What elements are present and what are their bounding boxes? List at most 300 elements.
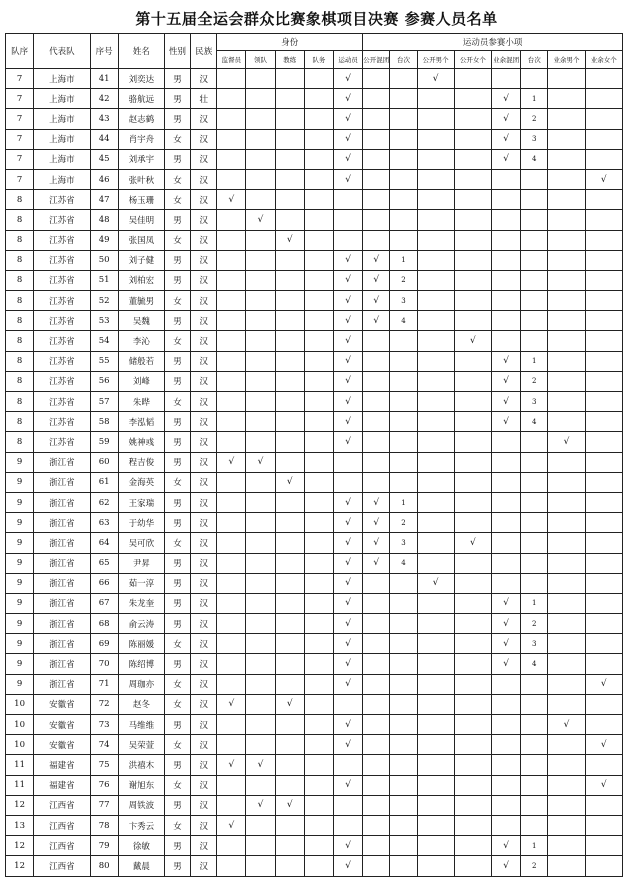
header-gender: 性别 [164, 34, 190, 69]
cell-open-mixed-team [363, 614, 390, 634]
cell-leader [246, 674, 275, 694]
cell-open-mixed-team [363, 856, 390, 876]
cell-open-board [390, 331, 417, 351]
cell-open-board [390, 735, 417, 755]
cell-open-mixed-team [363, 190, 390, 210]
cell-open-mixed-team [363, 210, 390, 230]
cell-amateur-men-individual [548, 634, 585, 654]
cell-team-no: 7 [6, 149, 34, 169]
cell-gender: 女 [164, 735, 190, 755]
cell-ethnicity: 汉 [191, 614, 217, 634]
cell-coach [275, 311, 304, 331]
cell-open-board: 1 [390, 492, 417, 512]
cell-ethnicity: 汉 [191, 755, 217, 775]
cell-ethnicity: 汉 [191, 69, 217, 89]
cell-open-mixed-team [363, 472, 390, 492]
cell-athlete: √ [333, 250, 362, 270]
cell-amateur-women-individual [585, 109, 622, 129]
cell-amateur-mixed-team: √ [492, 634, 521, 654]
cell-supervisor [217, 89, 246, 109]
cell-supervisor [217, 169, 246, 189]
cell-open-women-individual [454, 513, 491, 533]
cell-leader [246, 492, 275, 512]
cell-amateur-mixed-team [492, 190, 521, 210]
cell-ethnicity: 汉 [191, 129, 217, 149]
cell-open-board [390, 371, 417, 391]
cell-open-mixed-team: √ [363, 533, 390, 553]
table-row [6, 795, 623, 815]
cell-staff [304, 129, 333, 149]
cell-amateur-mixed-team [492, 492, 521, 512]
cell-amateur-men-individual [548, 614, 585, 634]
cell-staff [304, 836, 333, 856]
cell-ethnicity: 汉 [191, 432, 217, 452]
cell-team-no: 12 [6, 856, 34, 876]
cell-amateur-board: 3 [521, 392, 548, 412]
cell-amateur-mixed-team [492, 311, 521, 331]
cell-open-board [390, 795, 417, 815]
cell-open-men-individual [417, 392, 454, 412]
cell-athlete: √ [333, 856, 362, 876]
cell-seq: 58 [90, 412, 118, 432]
cell-leader: √ [246, 755, 275, 775]
cell-gender: 女 [164, 694, 190, 714]
cell-leader [246, 129, 275, 149]
header-identity-supervisor: 监督员 [217, 51, 246, 69]
cell-coach [275, 553, 304, 573]
table-row [6, 593, 623, 613]
cell-staff [304, 169, 333, 189]
cell-gender: 男 [164, 573, 190, 593]
cell-amateur-men-individual [548, 472, 585, 492]
cell-open-women-individual [454, 674, 491, 694]
cell-name: 骆航远 [118, 89, 164, 109]
cell-team-no: 9 [6, 492, 34, 512]
cell-seq: 75 [90, 755, 118, 775]
cell-open-mixed-team [363, 573, 390, 593]
cell-coach [275, 149, 304, 169]
cell-team: 江苏省 [34, 392, 90, 412]
cell-team: 浙江省 [34, 614, 90, 634]
cell-seq: 70 [90, 654, 118, 674]
cell-open-men-individual [417, 775, 454, 795]
cell-amateur-men-individual [548, 735, 585, 755]
cell-leader [246, 715, 275, 735]
cell-amateur-women-individual [585, 412, 622, 432]
cell-athlete [333, 210, 362, 230]
cell-staff [304, 775, 333, 795]
cell-team-no: 9 [6, 553, 34, 573]
cell-seq: 64 [90, 533, 118, 553]
cell-team-no: 9 [6, 573, 34, 593]
cell-supervisor [217, 69, 246, 89]
cell-name: 刘子健 [118, 250, 164, 270]
cell-amateur-men-individual [548, 674, 585, 694]
cell-open-men-individual [417, 614, 454, 634]
cell-amateur-women-individual [585, 513, 622, 533]
cell-open-mixed-team [363, 815, 390, 835]
cell-name: 张叶秋 [118, 169, 164, 189]
cell-amateur-mixed-team [492, 674, 521, 694]
cell-ethnicity: 汉 [191, 634, 217, 654]
cell-leader [246, 593, 275, 613]
cell-seq: 59 [90, 432, 118, 452]
cell-athlete: √ [333, 654, 362, 674]
cell-amateur-board [521, 755, 548, 775]
cell-amateur-women-individual [585, 250, 622, 270]
cell-open-board: 4 [390, 311, 417, 331]
cell-staff [304, 472, 333, 492]
cell-athlete [333, 452, 362, 472]
cell-amateur-board [521, 553, 548, 573]
cell-leader [246, 109, 275, 129]
cell-team-no: 11 [6, 775, 34, 795]
cell-amateur-mixed-team [492, 715, 521, 735]
cell-team-no: 10 [6, 735, 34, 755]
cell-team-no: 11 [6, 755, 34, 775]
cell-amateur-men-individual [548, 553, 585, 573]
cell-athlete: √ [333, 291, 362, 311]
cell-open-men-individual [417, 815, 454, 835]
cell-supervisor [217, 513, 246, 533]
cell-ethnicity: 汉 [191, 492, 217, 512]
cell-name: 金海英 [118, 472, 164, 492]
cell-ethnicity: 汉 [191, 836, 217, 856]
cell-amateur-women-individual [585, 472, 622, 492]
cell-team: 上海市 [34, 69, 90, 89]
cell-open-women-individual [454, 412, 491, 432]
cell-amateur-women-individual [585, 351, 622, 371]
cell-athlete: √ [333, 432, 362, 452]
cell-athlete: √ [333, 412, 362, 432]
cell-open-mixed-team [363, 654, 390, 674]
cell-gender: 男 [164, 452, 190, 472]
cell-amateur-women-individual [585, 190, 622, 210]
cell-athlete [333, 795, 362, 815]
header-identity-athlete: 运动员 [333, 51, 362, 69]
cell-amateur-board [521, 533, 548, 553]
cell-amateur-men-individual: √ [548, 432, 585, 452]
cell-name: 洪禧木 [118, 755, 164, 775]
cell-open-board [390, 593, 417, 613]
cell-gender: 男 [164, 836, 190, 856]
cell-team: 福建省 [34, 755, 90, 775]
cell-staff [304, 755, 333, 775]
cell-open-women-individual [454, 694, 491, 714]
cell-seq: 72 [90, 694, 118, 714]
cell-name: 谢旭东 [118, 775, 164, 795]
cell-amateur-board: 4 [521, 412, 548, 432]
cell-gender: 女 [164, 169, 190, 189]
cell-open-board: 2 [390, 513, 417, 533]
cell-seq: 78 [90, 815, 118, 835]
cell-amateur-mixed-team [492, 69, 521, 89]
cell-ethnicity: 汉 [191, 513, 217, 533]
cell-staff [304, 795, 333, 815]
cell-open-board [390, 190, 417, 210]
cell-leader [246, 856, 275, 876]
cell-amateur-men-individual [548, 169, 585, 189]
cell-amateur-mixed-team [492, 169, 521, 189]
cell-athlete: √ [333, 715, 362, 735]
cell-team: 江苏省 [34, 371, 90, 391]
cell-open-women-individual [454, 432, 491, 452]
cell-open-women-individual [454, 553, 491, 573]
cell-open-men-individual [417, 129, 454, 149]
cell-open-mixed-team [363, 331, 390, 351]
cell-name: 李沁 [118, 331, 164, 351]
cell-open-mixed-team [363, 775, 390, 795]
cell-athlete: √ [333, 149, 362, 169]
cell-seq: 41 [90, 69, 118, 89]
cell-leader [246, 149, 275, 169]
cell-staff [304, 230, 333, 250]
cell-coach: √ [275, 694, 304, 714]
cell-open-mixed-team: √ [363, 553, 390, 573]
cell-ethnicity: 汉 [191, 795, 217, 815]
cell-ethnicity: 汉 [191, 593, 217, 613]
cell-seq: 60 [90, 452, 118, 472]
cell-team: 江苏省 [34, 412, 90, 432]
cell-staff [304, 149, 333, 169]
cell-amateur-men-individual [548, 270, 585, 290]
cell-team-no: 8 [6, 210, 34, 230]
cell-open-men-individual [417, 230, 454, 250]
cell-team: 安徽省 [34, 694, 90, 714]
table-row [6, 634, 623, 654]
cell-leader [246, 614, 275, 634]
cell-amateur-men-individual [548, 533, 585, 553]
cell-gender: 男 [164, 593, 190, 613]
cell-open-board [390, 432, 417, 452]
cell-amateur-women-individual [585, 654, 622, 674]
cell-name: 戴晨 [118, 856, 164, 876]
cell-amateur-board [521, 291, 548, 311]
cell-supervisor [217, 715, 246, 735]
cell-amateur-men-individual [548, 856, 585, 876]
cell-team-no: 10 [6, 694, 34, 714]
cell-coach [275, 573, 304, 593]
cell-supervisor [217, 129, 246, 149]
table-row [6, 291, 623, 311]
cell-amateur-men-individual [548, 513, 585, 533]
cell-open-board [390, 694, 417, 714]
cell-supervisor: √ [217, 815, 246, 835]
cell-ethnicity: 汉 [191, 109, 217, 129]
cell-name: 吴魏 [118, 311, 164, 331]
table-row [6, 694, 623, 714]
cell-staff [304, 735, 333, 755]
header-event-amateur-mixed-team: 业余混团 [492, 51, 521, 69]
cell-leader [246, 654, 275, 674]
cell-seq: 71 [90, 674, 118, 694]
cell-amateur-board: 1 [521, 89, 548, 109]
cell-amateur-board [521, 694, 548, 714]
cell-amateur-women-individual [585, 311, 622, 331]
cell-amateur-women-individual: √ [585, 735, 622, 755]
cell-team: 江苏省 [34, 230, 90, 250]
cell-coach [275, 614, 304, 634]
cell-staff [304, 815, 333, 835]
table-row [6, 513, 623, 533]
cell-team: 江西省 [34, 815, 90, 835]
cell-open-women-individual [454, 392, 491, 412]
cell-open-men-individual [417, 452, 454, 472]
cell-coach [275, 735, 304, 755]
cell-amateur-women-individual [585, 856, 622, 876]
cell-leader [246, 553, 275, 573]
cell-leader [246, 412, 275, 432]
cell-amateur-men-individual [548, 230, 585, 250]
cell-athlete: √ [333, 513, 362, 533]
cell-name: 董毓男 [118, 291, 164, 311]
cell-coach [275, 654, 304, 674]
header-events-group: 运动员参赛小项 [363, 34, 623, 51]
cell-open-board [390, 856, 417, 876]
cell-leader [246, 331, 275, 351]
cell-athlete: √ [333, 775, 362, 795]
cell-team-no: 8 [6, 311, 34, 331]
cell-name: 徐敏 [118, 836, 164, 856]
cell-leader [246, 291, 275, 311]
cell-team: 江苏省 [34, 190, 90, 210]
cell-seq: 52 [90, 291, 118, 311]
cell-name: 姚神彧 [118, 432, 164, 452]
cell-team: 浙江省 [34, 452, 90, 472]
cell-amateur-women-individual: √ [585, 169, 622, 189]
cell-athlete: √ [333, 836, 362, 856]
cell-supervisor [217, 392, 246, 412]
cell-open-mixed-team [363, 129, 390, 149]
cell-seq: 44 [90, 129, 118, 149]
cell-leader [246, 533, 275, 553]
cell-athlete [333, 815, 362, 835]
cell-amateur-women-individual [585, 755, 622, 775]
cell-seq: 43 [90, 109, 118, 129]
cell-amateur-mixed-team: √ [492, 856, 521, 876]
cell-amateur-board [521, 735, 548, 755]
cell-team: 浙江省 [34, 573, 90, 593]
cell-open-mixed-team [363, 230, 390, 250]
cell-supervisor [217, 533, 246, 553]
cell-open-board [390, 149, 417, 169]
cell-amateur-mixed-team: √ [492, 412, 521, 432]
cell-amateur-board [521, 311, 548, 331]
cell-team: 江苏省 [34, 270, 90, 290]
cell-open-mixed-team: √ [363, 291, 390, 311]
cell-coach [275, 392, 304, 412]
cell-amateur-women-individual [585, 270, 622, 290]
cell-open-women-individual [454, 836, 491, 856]
cell-open-board [390, 351, 417, 371]
cell-open-women-individual [454, 654, 491, 674]
cell-open-board [390, 210, 417, 230]
cell-supervisor [217, 371, 246, 391]
cell-team: 上海市 [34, 89, 90, 109]
cell-name: 赵冬 [118, 694, 164, 714]
cell-open-women-individual [454, 775, 491, 795]
cell-supervisor [217, 250, 246, 270]
cell-open-board [390, 169, 417, 189]
cell-seq: 48 [90, 210, 118, 230]
table-row [6, 190, 623, 210]
cell-team: 上海市 [34, 149, 90, 169]
cell-supervisor [217, 331, 246, 351]
cell-open-mixed-team [363, 392, 390, 412]
cell-amateur-board: 3 [521, 129, 548, 149]
cell-gender: 女 [164, 392, 190, 412]
cell-athlete: √ [333, 69, 362, 89]
cell-team-no: 9 [6, 593, 34, 613]
cell-amateur-board [521, 69, 548, 89]
cell-gender: 男 [164, 553, 190, 573]
cell-gender: 男 [164, 149, 190, 169]
cell-amateur-men-individual [548, 694, 585, 714]
table-row [6, 856, 623, 876]
cell-team: 福建省 [34, 775, 90, 795]
cell-amateur-mixed-team [492, 230, 521, 250]
cell-team: 上海市 [34, 129, 90, 149]
cell-open-board [390, 836, 417, 856]
cell-open-women-individual [454, 371, 491, 391]
cell-open-men-individual [417, 836, 454, 856]
cell-name: 茹一淳 [118, 573, 164, 593]
cell-staff [304, 210, 333, 230]
cell-ethnicity: 汉 [191, 856, 217, 876]
cell-amateur-men-individual [548, 815, 585, 835]
cell-name: 李泓韬 [118, 412, 164, 432]
cell-open-mixed-team: √ [363, 270, 390, 290]
cell-amateur-board [521, 452, 548, 472]
cell-open-mixed-team [363, 674, 390, 694]
cell-open-men-individual [417, 735, 454, 755]
cell-supervisor [217, 674, 246, 694]
cell-gender: 女 [164, 674, 190, 694]
cell-open-men-individual: √ [417, 69, 454, 89]
cell-coach [275, 69, 304, 89]
cell-open-men-individual [417, 270, 454, 290]
cell-name: 刘峰 [118, 371, 164, 391]
cell-supervisor: √ [217, 190, 246, 210]
cell-staff [304, 351, 333, 371]
cell-team-no: 8 [6, 230, 34, 250]
cell-open-mixed-team: √ [363, 492, 390, 512]
cell-gender: 女 [164, 291, 190, 311]
cell-open-men-individual [417, 351, 454, 371]
cell-name: 周珈亦 [118, 674, 164, 694]
cell-amateur-men-individual [548, 775, 585, 795]
cell-name: 肖宇舟 [118, 129, 164, 149]
cell-amateur-mixed-team [492, 472, 521, 492]
cell-seq: 50 [90, 250, 118, 270]
cell-leader [246, 836, 275, 856]
cell-staff [304, 614, 333, 634]
cell-open-women-individual [454, 452, 491, 472]
cell-athlete: √ [333, 89, 362, 109]
cell-coach [275, 755, 304, 775]
cell-gender: 男 [164, 89, 190, 109]
cell-open-men-individual [417, 291, 454, 311]
cell-seq: 80 [90, 856, 118, 876]
cell-staff [304, 270, 333, 290]
cell-name: 陈绍博 [118, 654, 164, 674]
cell-open-men-individual [417, 674, 454, 694]
cell-amateur-men-individual: √ [548, 715, 585, 735]
cell-name: 吴荣萱 [118, 735, 164, 755]
cell-open-mixed-team [363, 715, 390, 735]
cell-supervisor: √ [217, 755, 246, 775]
cell-team-no: 8 [6, 371, 34, 391]
